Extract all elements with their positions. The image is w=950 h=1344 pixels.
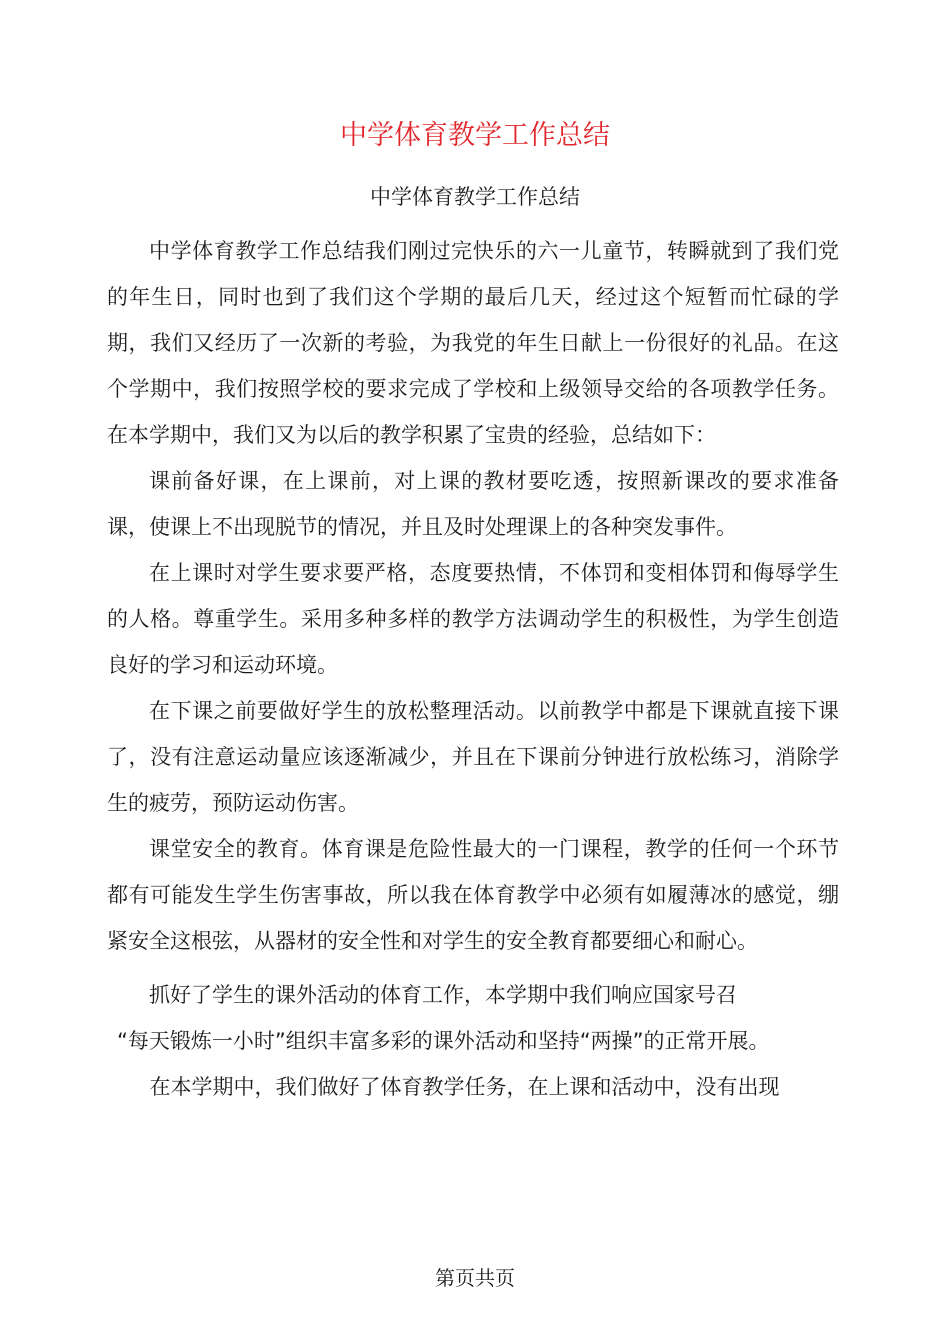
document-subtitle: 中学体育教学工作总结 [370, 185, 580, 209]
paragraph-class-conduct: 在上课时对学生要求要严格，态度要热情，不体罚和变相体罚和侮辱学生的人格。尊重学生。采用多种多样的教学方法调动学生的积极性，为学生创造良好的学习和运动环境。 [107, 561, 839, 677]
paragraph-lesson-prep: 课前备好课，在上课前，对上课的教材要吃透，按照新课改的要求准备课，使课上不出现脱节的情况，并且及时处理课上的各种突发事件。 [107, 469, 839, 539]
paragraph-extracurricular: 抓好了学生的课外活动的体育工作，本学期中我们响应国家号召 [149, 983, 737, 1007]
paragraph-safety: 课堂安全的教育。体育课是危险性最大的一门课程，教学的任何一个环节都有可能发生学生伤害事故，所以我在体育教学中必须有如履薄冰的感觉，绷紧安全这根弦，从器材的安全性和对学生的安全教育都要细心和耐心。 [107, 837, 839, 953]
document-title: 中学体育教学工作总结 [340, 120, 610, 151]
page-footer: 第页共页 [435, 1266, 515, 1290]
paragraph-daily-exercise: “每天锻炼一小时”组织丰富多彩的课外活动和坚持“两操”的正常开展。 [117, 1029, 770, 1053]
document-body [107, 228, 839, 1110]
paragraph-intro: 中学体育教学工作总结我们刚过完快乐的六一儿童节，转瞬就到了我们党的年生日，同时也到了我们这个学期的最后几天，经过这个短暂而忙碌的学期，我们又经历了一次新的考验，为我党的年生日献上一份很好的礼品。在这个学期中，我们按照学校的要求完成了学校和上级领导交给的各项教学任务。在本学期中，我们又为以后的教学积累了宝贵的经验，总结如下： [107, 239, 839, 447]
paragraph-summary: 在本学期中，我们做好了体育教学任务，在上课和活动中，没有出现 [149, 1075, 780, 1099]
paragraph-cooldown: 在下课之前要做好学生的放松整理活动。以前教学中都是下课就直接下课了，没有注意运动量应该逐渐减少，并且在下课前分钟进行放松练习，消除学生的疲劳，预防运动伤害。 [107, 699, 839, 815]
